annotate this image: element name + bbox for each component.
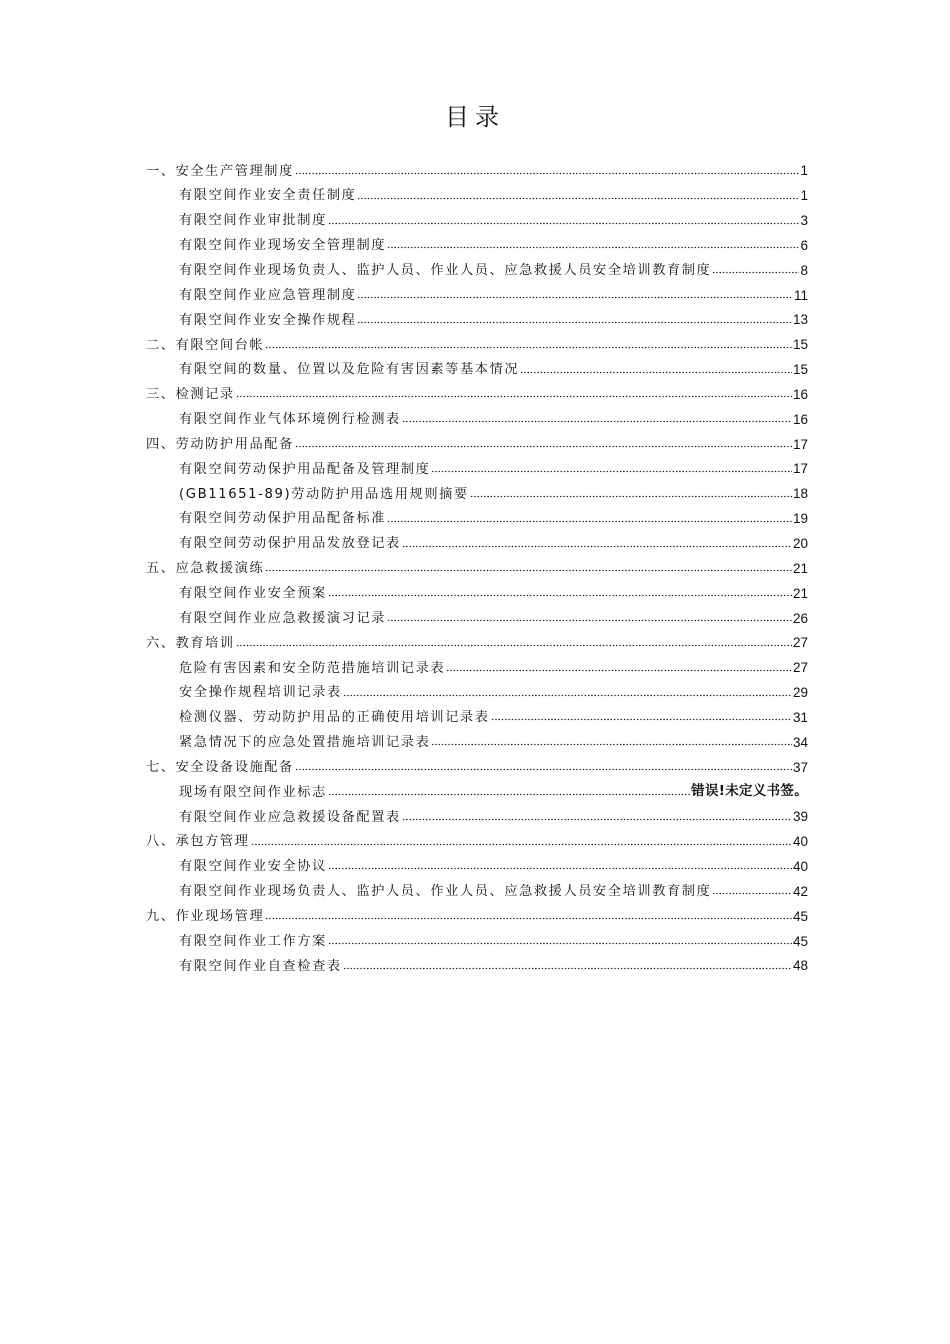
dot-leader <box>343 967 792 970</box>
toc-subentry[interactable] <box>146 600 808 625</box>
toc-page-number: 13 <box>792 312 808 328</box>
toc-page-number: 20 <box>792 536 808 551</box>
toc-section-entry[interactable] <box>146 377 808 402</box>
toc-section-entry[interactable] <box>146 625 808 650</box>
toc-entry-text: 有限空间作业安全责任制度 <box>179 188 357 204</box>
dot-leader <box>357 197 799 200</box>
dot-leader <box>265 346 792 349</box>
toc-page-number: 29 <box>792 685 808 701</box>
toc-subentry[interactable] <box>146 774 808 799</box>
toc-entry-text: 有限空间作业现场安全管理制度 <box>179 238 387 254</box>
dot-leader <box>328 793 690 796</box>
toc-page-number: 34 <box>792 734 808 750</box>
toc-page-number: 27 <box>792 660 808 676</box>
toc-subentry[interactable] <box>146 650 808 675</box>
toc-page-number: 48 <box>792 958 808 974</box>
dot-leader <box>402 420 792 423</box>
toc-entry-text: 八、承包方管理 <box>146 834 250 850</box>
toc-title: 目录 <box>445 103 505 131</box>
dot-leader <box>491 718 792 721</box>
toc-subentry[interactable] <box>146 873 808 898</box>
toc-subentry[interactable] <box>146 700 808 725</box>
toc-subentry[interactable] <box>146 302 808 327</box>
toc-page-number: 27 <box>792 635 808 651</box>
dot-leader <box>387 246 799 249</box>
toc-entry-text: 安全操作规程培训记录表 <box>179 685 342 701</box>
toc-page-number: 39 <box>792 809 808 825</box>
dot-leader <box>236 644 792 647</box>
dot-leader <box>357 296 793 299</box>
toc-entry-text: 有限空间作业应急救援演习记录 <box>179 610 387 626</box>
toc-entry-text: 有限空间作业现场负责人、监护人员、作业人员、应急救援人员安全培训教育制度 <box>179 884 712 900</box>
toc-subentry[interactable] <box>146 252 808 277</box>
toc-entry-text: 有限空间劳动保护用品配备及管理制度 <box>179 461 431 477</box>
dot-leader <box>328 867 792 870</box>
toc-page-number: 17 <box>792 461 808 477</box>
dot-leader <box>251 843 792 846</box>
toc-subentry[interactable] <box>146 799 808 824</box>
toc-subentry[interactable] <box>146 451 808 476</box>
dot-leader <box>295 172 800 175</box>
toc-entry-text: 紧急情况下的应急处置措施培训记录表 <box>179 735 431 751</box>
toc-page-number: 37 <box>792 759 808 775</box>
toc-subentry[interactable] <box>146 401 808 426</box>
toc-section-entry[interactable] <box>146 898 808 923</box>
toc-entry-text: 二、有限空间台帐 <box>146 337 265 353</box>
toc-page-number: 6 <box>800 237 808 253</box>
dot-leader <box>446 669 792 672</box>
toc-subentry[interactable] <box>146 203 808 228</box>
dot-leader <box>265 569 792 572</box>
toc-entry-text: 有限空间作业自查检查表 <box>179 958 342 974</box>
dot-leader <box>387 520 792 523</box>
toc-entry-text: 有限空间作业现场负责人、监护人员、作业人员、应急救援人员安全培训教育制度 <box>179 263 712 279</box>
dot-leader <box>387 619 792 622</box>
toc-error-message: 错误!未定义书签。 <box>691 783 808 800</box>
dot-leader <box>295 768 792 771</box>
toc-subentry[interactable] <box>146 575 808 600</box>
toc-entry-text: 有限空间作业审批制度 <box>179 213 327 229</box>
dot-leader <box>431 470 792 473</box>
toc-page-number: 45 <box>792 908 808 924</box>
toc-entry-text: 现场有限空间作业标志 <box>179 784 327 800</box>
dot-leader <box>295 445 792 448</box>
dot-leader <box>343 694 792 697</box>
toc-page-number: 26 <box>792 610 808 626</box>
dot-leader <box>712 271 799 274</box>
toc-entry-text: 有限空间作业工作方案 <box>179 933 327 949</box>
toc-subentry[interactable] <box>146 277 808 302</box>
toc-section-entry[interactable] <box>146 153 808 178</box>
toc-page-number: 16 <box>792 386 808 402</box>
toc-entry-text: 有限空间作业安全预案 <box>179 585 327 601</box>
toc-page-number: 21 <box>792 560 808 576</box>
toc-page-number: 16 <box>792 411 808 427</box>
toc-section-entry[interactable] <box>146 327 808 352</box>
toc-subentry[interactable] <box>146 849 808 874</box>
toc-page-number: 15 <box>792 362 808 378</box>
toc-page-number: 17 <box>792 436 808 452</box>
dot-leader <box>402 545 792 548</box>
toc-page-number: 45 <box>792 933 808 949</box>
table-of-contents <box>146 153 808 973</box>
toc-subentry[interactable] <box>146 526 808 551</box>
toc-page-number: 19 <box>792 511 808 527</box>
toc-page-number: 3 <box>800 213 808 229</box>
dot-leader <box>265 917 792 920</box>
toc-subentry[interactable] <box>146 476 808 501</box>
toc-entry-text: 有限空间作业安全协议 <box>179 859 327 875</box>
toc-entry-text: 有限空间作业应急管理制度 <box>179 287 357 303</box>
dot-leader <box>236 395 792 398</box>
toc-subentry[interactable] <box>146 178 808 203</box>
toc-subentry[interactable] <box>146 501 808 526</box>
toc-entry-text: 检测仪器、劳动防护用品的正确使用培训记录表 <box>179 710 490 726</box>
dot-leader <box>328 222 800 225</box>
toc-page-number: 31 <box>792 709 808 725</box>
toc-page-number: 8 <box>800 262 808 278</box>
toc-entry-text: 四、劳动防护用品配备 <box>146 436 294 452</box>
toc-entry-text: 一、安全生产管理制度 <box>146 163 294 179</box>
toc-page-number: 21 <box>792 585 808 601</box>
dot-leader <box>402 818 792 821</box>
toc-subentry[interactable] <box>146 675 808 700</box>
toc-page-number: 1 <box>800 163 808 179</box>
toc-entry-text: 九、作业现场管理 <box>146 908 265 924</box>
toc-entry-text: 七、安全设备设施配备 <box>146 759 294 775</box>
toc-entry-text: 有限空间劳动保护用品发放登记表 <box>179 536 401 552</box>
toc-entry-text: 五、应急救援演练 <box>146 561 265 577</box>
toc-entry-text: (GB11651-89)劳动防护用品选用规则摘要 <box>179 486 469 502</box>
toc-section-entry[interactable] <box>146 749 808 774</box>
toc-page-number: 42 <box>792 883 808 899</box>
toc-page-number: 15 <box>792 337 808 353</box>
toc-subentry[interactable] <box>146 724 808 749</box>
toc-page-number: 1 <box>800 188 808 204</box>
toc-entry-text: 有限空间劳动保护用品配备标准 <box>179 511 387 527</box>
dot-leader <box>357 321 792 324</box>
toc-entry-text: 有限空间作业应急救援设备配置表 <box>179 809 401 825</box>
toc-entry-text: 三、检测记录 <box>146 387 235 403</box>
toc-page-number: 40 <box>792 834 808 850</box>
dot-leader <box>328 594 792 597</box>
dot-leader <box>712 892 792 895</box>
toc-subentry[interactable] <box>146 228 808 253</box>
toc-subentry[interactable] <box>146 923 808 948</box>
toc-section-entry[interactable] <box>146 824 808 849</box>
dot-leader <box>520 371 792 374</box>
toc-entry-text: 有限空间作业气体环境例行检测表 <box>179 412 401 428</box>
toc-page-number: 40 <box>792 858 808 874</box>
dot-leader <box>328 942 792 945</box>
toc-section-entry[interactable] <box>146 551 808 576</box>
toc-entry-text: 危险有害因素和安全防范措施培训记录表 <box>179 660 446 676</box>
dot-leader <box>431 743 792 746</box>
toc-page-number: 11 <box>793 287 808 303</box>
toc-section-entry[interactable] <box>146 426 808 451</box>
toc-subentry[interactable] <box>146 948 808 973</box>
toc-entry-text: 六、教育培训 <box>146 635 235 651</box>
toc-entry-text: 有限空间的数量、位置以及危险有害因素等基本情况 <box>179 362 520 378</box>
toc-entry-text: 有限空间作业安全操作规程 <box>179 312 357 328</box>
toc-subentry[interactable] <box>146 352 808 377</box>
toc-page-number: 18 <box>792 486 808 502</box>
dot-leader <box>470 495 792 498</box>
